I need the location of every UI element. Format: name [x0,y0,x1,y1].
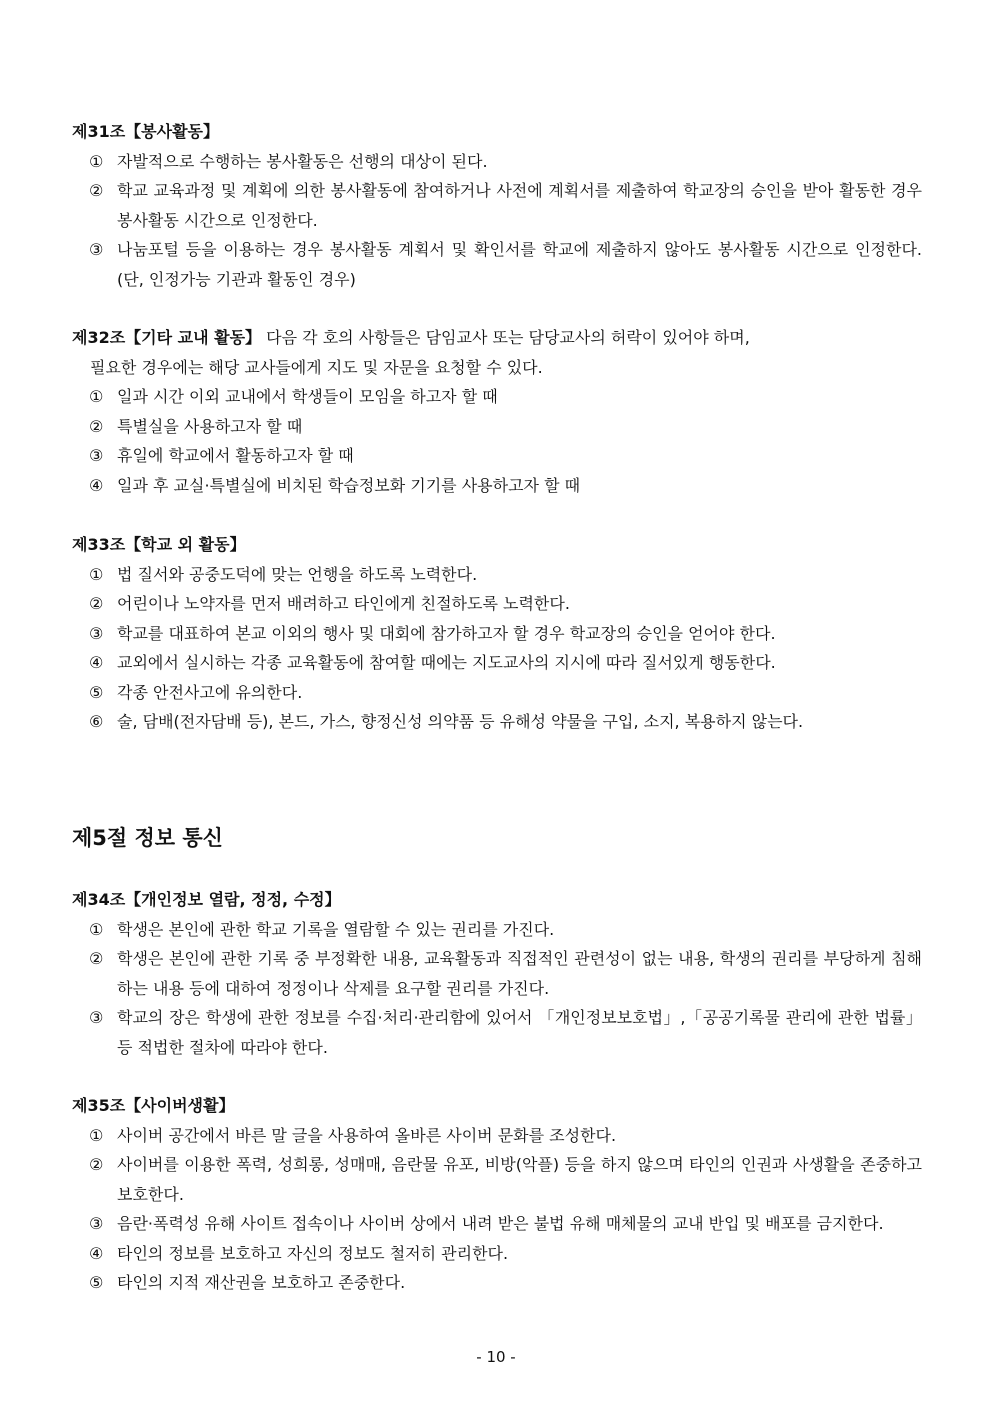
list-item [72,619,922,649]
item-number: ② [89,181,104,200]
item-text: 타인의 정보를 보호하고 자신의 정보도 철저히 관리한다. [117,1243,509,1263]
article-34 [72,885,922,1062]
item-number: ② [89,949,104,968]
item-number: ③ [89,240,104,259]
item-number: ③ [89,623,104,643]
item-number: ⑥ [89,712,104,731]
list-item [72,1268,922,1298]
item-text: 일과 시간 이외 교내에서 학생들이 모임을 하고자 할 때 [117,387,498,406]
item-number: ② [89,416,104,436]
item-text: 어린이나 노약자를 먼저 배려하고 타인에게 친절하도록 노력한다. [117,594,570,613]
article-33 [72,530,922,737]
list-item [72,589,922,619]
list-item [72,382,922,412]
article-lead-text-cont: 필요한 경우에는 해당 교사들에게 지도 및 자문을 요청할 수 있다. [90,357,543,377]
list-item [72,560,922,590]
list-item [72,147,922,177]
item-text: 법 질서와 공중도덕에 맞는 언행을 하도록 노력한다. [117,564,478,584]
item-number: ④ [89,1243,104,1263]
list-item [72,648,922,678]
item-text: 사이버 공간에서 바른 말 글을 사용하여 올바른 사이버 문화를 조성한다. [117,1125,617,1145]
list-item [72,471,922,501]
list-item [72,235,922,294]
article-title: 제33조【학교 외 활동】 [72,535,246,554]
item-text: 자발적으로 수행하는 봉사활동은 선행의 대상이 된다. [117,151,488,171]
item-text: 학교 교육과정 및 계획에 의한 봉사활동에 참여하거나 사전에 계획서를 제출하여 학교장의 승인을 받아 활동한 경우 봉사활동 시간으로 인정한다. [117,181,922,230]
list-item [72,1239,922,1269]
list-item [72,1003,922,1062]
article-title: 제34조【개인정보 열람, 정정, 수정】 [72,890,341,909]
item-number: ② [89,1155,104,1174]
item-number: ② [89,594,104,613]
article-title: 제31조【봉사활동】 [72,122,220,141]
item-number: ① [89,387,104,406]
item-text: 일과 후 교실·특별실에 비치된 학습정보화 기기를 사용하고자 할 때 [117,475,581,495]
item-number: ④ [89,475,104,495]
list-item [72,441,922,471]
item-number: ③ [89,446,104,465]
page-number: - 10 - [476,1348,516,1366]
item-text: 학생은 본인에 관한 기록 중 부정확한 내용, 교육활동과 직접적인 관련성이 없는 내용, 학생의 권리를 부당하게 침해하는 내용 등에 대하여 정정이나 삭제를 요구할 권리를 가진다. [117,949,922,998]
item-text: 음란·폭력성 유해 사이트 접속이나 사이버 상에서 내려 받은 불법 유해 매체물의 교내 반입 및 배포를 금지한다. [117,1214,884,1233]
article-31 [72,117,922,294]
article-lead [72,323,922,382]
item-number: ① [89,919,104,939]
list-item [72,915,922,945]
list-item [72,707,922,737]
article-lead-text: 다음 각 호의 사항들은 담임교사 또는 담당교사의 허락이 있어야 하며, [266,328,750,347]
item-text: 학생은 본인에 관한 학교 기록을 열람할 수 있는 권리를 가진다. [117,919,555,939]
list-item [72,1150,922,1209]
item-text: 휴일에 학교에서 활동하고자 할 때 [117,446,354,465]
article-title: 제35조【사이버생활】 [72,1096,235,1115]
item-text: 교외에서 실시하는 각종 교육활동에 참여할 때에는 지도교사의 지시에 따라 질서있게 행동한다. [117,653,776,672]
item-text: 술, 담배(전자담배 등), 본드, 가스, 향정신성 의약품 등 유해성 약물을 구입, 소지, 복용하지 않는다. [117,712,804,731]
item-text: 특별실을 사용하고자 할 때 [117,416,303,436]
article-35 [72,1091,922,1298]
item-number: ① [89,151,104,171]
list-item [72,678,922,708]
item-number: ① [89,1125,104,1145]
section-heading: 제5절 정보 통신 [72,826,223,850]
list-item [72,176,922,235]
item-number: ③ [89,1214,104,1233]
item-text: 나눔포털 등을 이용하는 경우 봉사활동 계획서 및 확인서를 학교에 제출하지 않아도 봉사활동 시간으로 인정한다. (단, 인정가능 기관과 활동인 경우) [117,240,922,289]
item-text: 학교를 대표하여 본교 이외의 행사 및 대회에 참가하고자 할 경우 학교장의 승인을 얻어야 한다. [117,623,776,643]
article-32 [72,323,922,500]
item-text: 각종 안전사고에 유의한다. [117,682,303,702]
item-number: ⑤ [89,1273,104,1292]
item-number: ④ [89,653,104,672]
item-number: ① [89,564,104,584]
item-text: 학교의 장은 학생에 관한 정보를 수집·처리·관리함에 있어서 「개인정보보호법」,「공공기록물 관리에 관한 법률」 등 적법한 절차에 따라야 한다. [117,1008,922,1057]
item-number: ⑤ [89,682,104,702]
article-title: 제32조【기타 교내 활동】 [72,328,262,347]
list-item [72,1209,922,1239]
item-text: 타인의 지적 재산권을 보호하고 존중한다. [117,1273,406,1292]
list-item [72,944,922,1003]
item-number: ③ [89,1008,104,1027]
list-item [72,1121,922,1151]
item-text: 사이버를 이용한 폭력, 성희롱, 성매매, 음란물 유포, 비방(악플) 등을 하지 않으며 타인의 인권과 사생활을 존중하고 보호한다. [117,1155,922,1204]
list-item [72,412,922,442]
